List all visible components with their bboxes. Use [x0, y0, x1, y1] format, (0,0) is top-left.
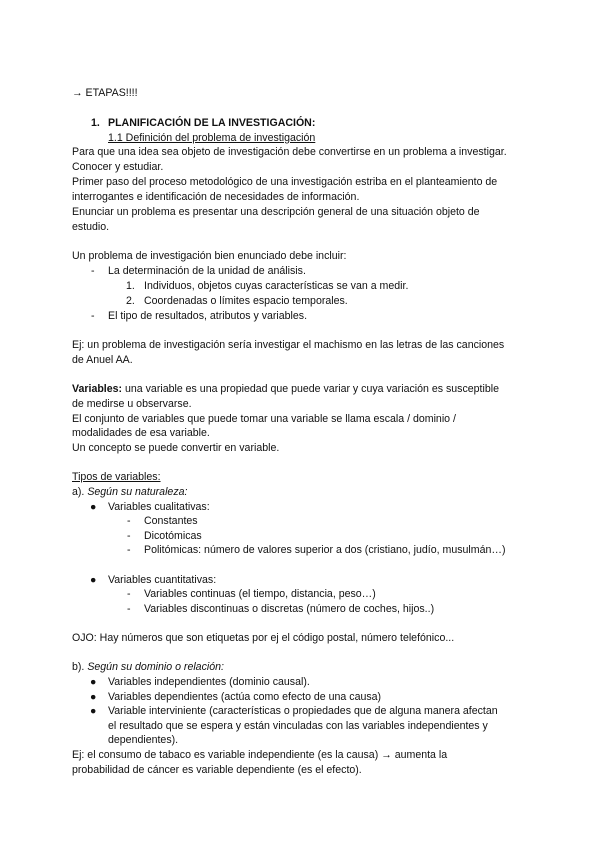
paragraph-line: Conocer y estudiar. — [72, 161, 164, 173]
paragraph-line: Enunciar un problema es presentar una descripción general de una situación objeto de — [72, 206, 480, 218]
list-subitem: Variables discontinuas o discretas (número de coches, hijos..) — [144, 603, 435, 615]
paragraph-line: interrogantes e identificación de necesidades de información. — [72, 191, 360, 203]
example-line: Ej: el consumo de tabaco es variable independiente (es la causa) → aumenta la — [72, 749, 448, 761]
list-subitem: Individuos, objetos cuyas características se van a medir. — [144, 280, 409, 292]
dash-marker: - — [91, 310, 95, 322]
dash-marker: - — [91, 265, 95, 277]
list-item-continuation: el resultado que se espera y están vinculadas con las variables independientes y — [108, 720, 488, 732]
variables-definition — [72, 382, 499, 396]
bullet-marker: ● — [90, 574, 97, 586]
cuantitativas-label: Variables cuantitativas: — [108, 574, 217, 586]
paragraph-line: Primer paso del proceso metodológico de una investigación estriba en el planteamiento de — [72, 176, 498, 188]
number-marker: 2. — [126, 295, 135, 307]
problem-intro: Un problema de investigación bien enunciado debe incluir: — [72, 250, 347, 262]
cualitativas-label: Variables cualitativas: — [108, 501, 210, 513]
dash-marker: - — [127, 530, 131, 542]
etapas-header: → ETAPAS!!!! — [72, 87, 138, 99]
tipos-heading: Tipos de variables: — [72, 471, 161, 483]
tipos-b-line — [72, 660, 224, 674]
list-subitem: Constantes — [144, 515, 198, 527]
section-number: 1. — [91, 117, 100, 129]
tipos-a-title: Según su naturaleza: — [87, 486, 188, 498]
example-line: de Anuel AA. — [72, 354, 133, 366]
dash-marker: - — [127, 588, 131, 600]
list-item: El tipo de resultados, atributos y variables. — [108, 310, 308, 322]
list-item-continuation: dependientes). — [108, 734, 179, 746]
tipos-b-title: Según su dominio o relación: — [87, 661, 224, 673]
list-item: Variable interviniente (características o propiedades que de alguna manera afectan — [108, 705, 498, 717]
paragraph-line: Para que una idea sea objeto de investigación debe convertirse en un problema a investigar. — [72, 146, 507, 158]
example-line: Ej: un problema de investigación sería investigar el machismo en las letras de las canciones — [72, 339, 505, 351]
example-line: probabilidad de cáncer es variable dependiente (es el efecto). — [72, 764, 362, 776]
dash-marker: - — [127, 515, 131, 527]
dash-marker: - — [127, 544, 131, 556]
tipos-a-label: a). — [72, 486, 85, 498]
list-item: La determinación de la unidad de análisis. — [108, 265, 306, 277]
list-subitem: Politómicas: número de valores superior a dos (cristiano, judío, musulmán…) — [144, 544, 506, 556]
paragraph-line: modalidades de esa variable. — [72, 427, 210, 439]
paragraph-line: Un concepto se puede convertir en variable. — [72, 442, 280, 454]
paragraph-line: de medirse u observarse. — [72, 398, 192, 410]
list-subitem: Variables continuas (el tiempo, distancia, peso…) — [144, 588, 376, 600]
list-item: Variables independientes (dominio causal). — [108, 676, 310, 688]
bullet-marker: ● — [90, 691, 97, 703]
tipos-a-line — [72, 485, 187, 499]
variables-def-text: una variable es una propiedad que puede variar y cuya variación es susceptible — [122, 383, 499, 395]
bullet-marker: ● — [90, 501, 97, 513]
section-subtitle: 1.1 Definición del problema de investigación — [108, 132, 316, 144]
list-subitem: Coordenadas o límites espacio temporales. — [144, 295, 348, 307]
tipos-b-label: b). — [72, 661, 85, 673]
paragraph-line: estudio. — [72, 221, 110, 233]
dash-marker: - — [127, 603, 131, 615]
bullet-marker: ● — [90, 676, 97, 688]
list-subitem: Dicotómicas — [144, 530, 202, 542]
ojo-note: OJO: Hay números que son etiquetas por ej el código postal, número telefónico... — [72, 632, 455, 644]
number-marker: 1. — [126, 280, 135, 292]
variables-term: Variables: — [72, 383, 123, 395]
section-title: PLANIFICACIÓN DE LA INVESTIGACIÓN: — [108, 117, 316, 129]
paragraph-line: El conjunto de variables que puede tomar una variable se llama escala / dominio / — [72, 413, 456, 425]
bullet-marker: ● — [90, 705, 97, 717]
list-item: Variables dependientes (actúa como efecto de una causa) — [108, 691, 382, 703]
